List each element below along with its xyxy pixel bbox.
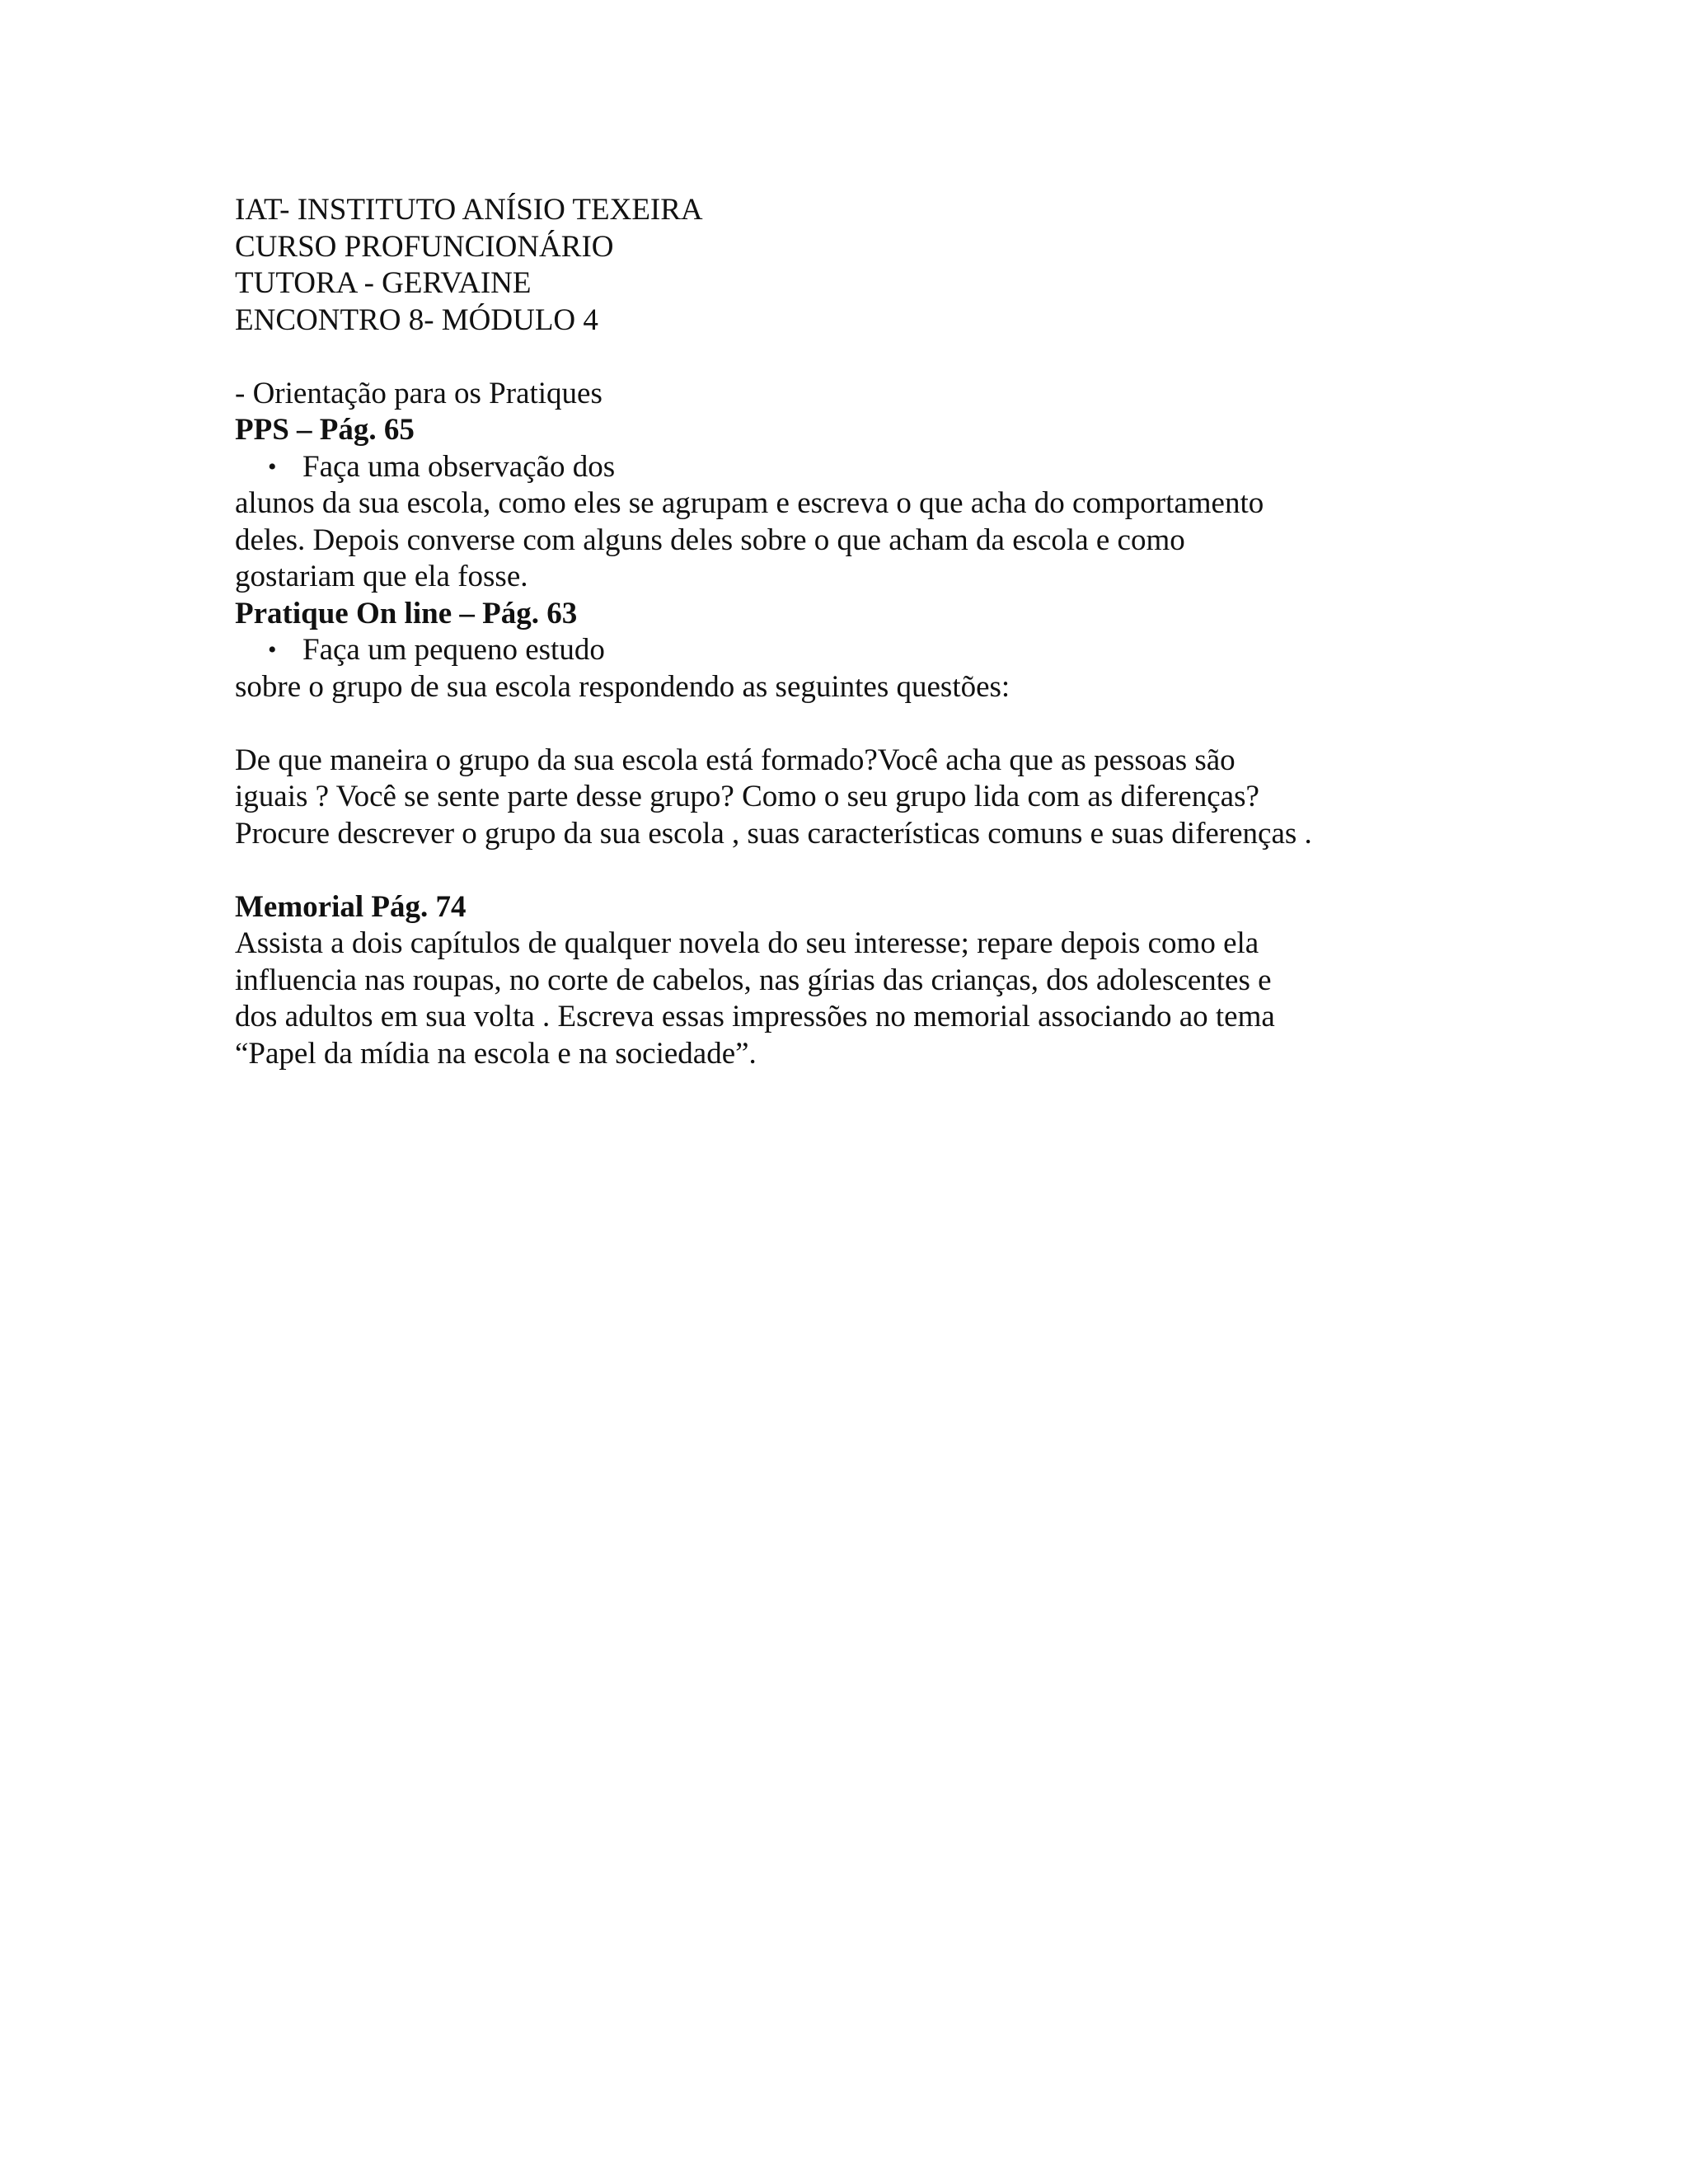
- pps-text-line: deles. Depois converse com alguns deles sobre o que acham da escola e como: [235, 523, 1185, 557]
- pps-heading: PPS – Pág. 65: [235, 413, 415, 447]
- memorial-heading: Memorial Pág. 74: [235, 889, 467, 924]
- online-heading: Pratique On line – Pág. 63: [235, 596, 578, 630]
- header-meeting: ENCONTRO 8- MÓDULO 4: [235, 302, 598, 337]
- online-text-line: sobre o grupo de sua escola respondendo as seguintes questões:: [235, 669, 1010, 704]
- pps-text-line: alunos da sua escola, como eles se agrupam e escreva o que acha do comportamento: [235, 486, 1264, 520]
- document-body: [235, 192, 1455, 1072]
- pps-bullet-text: Faça uma observação dos: [302, 449, 616, 484]
- bullet-icon: •: [268, 452, 277, 480]
- header-institute: IAT- INSTITUTO ANÍSIO TEXEIRA: [235, 193, 703, 227]
- questions-line: iguais ? Você se sente parte desse grupo? Como o seu grupo lida com as diferenças?: [235, 780, 1259, 813]
- online-bullet-item: [235, 632, 1455, 669]
- spacer: [235, 852, 1455, 889]
- memorial-text-line: dos adultos em sua volta . Escreva essas impressões no memorial associando ao tema: [235, 1000, 1275, 1033]
- questions-line: De que maneira o grupo da sua escola está formado?Você acha que as pessoas são: [235, 743, 1236, 777]
- bullet-icon: •: [268, 636, 277, 663]
- spacer: [235, 339, 1455, 376]
- memorial-text-line: Assista a dois capítulos de qualquer novela do seu interesse; repare depois como ela: [235, 926, 1259, 960]
- intro-line: - Orientação para os Pratiques: [235, 376, 603, 410]
- pps-bullet-item: [235, 449, 1455, 486]
- online-bullet-text: Faça um pequeno estudo: [302, 633, 605, 667]
- pps-text-line: gostariam que ela fosse.: [235, 560, 528, 593]
- questions-line: Procure descrever o grupo da sua escola , suas características comuns e suas diferenças .: [235, 816, 1312, 851]
- spacer: [235, 705, 1455, 743]
- memorial-text-line: “Papel da mídia na escola e na sociedade”.: [235, 1036, 757, 1071]
- header-tutor: TUTORA - GERVAINE: [235, 266, 532, 300]
- header-course: CURSO PROFUNCIONÁRIO: [235, 229, 614, 264]
- memorial-text-line: influencia nas roupas, no corte de cabelos, nas gírias das crianças, dos adolescentes e: [235, 963, 1272, 997]
